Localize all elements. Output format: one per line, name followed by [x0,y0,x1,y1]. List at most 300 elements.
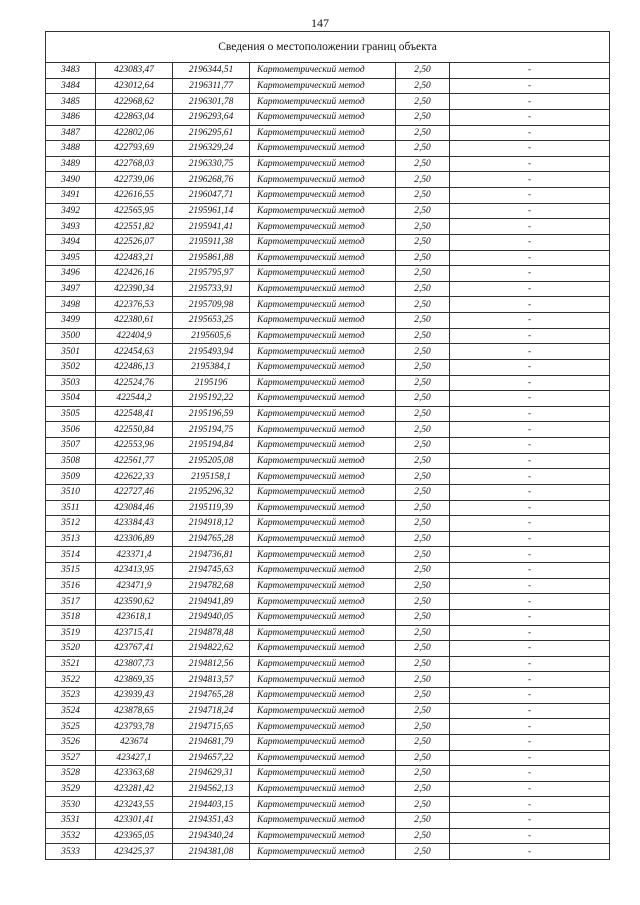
note-cell: - [450,547,610,563]
point-number-cell: 3495 [46,250,96,266]
point-number-cell: 3498 [46,297,96,313]
x-coordinate-cell: 423618,1 [96,609,173,625]
y-coordinate-cell: 2196330,75 [173,156,250,172]
method-cell: Картометрический метод [250,219,396,235]
point-number-cell: 3502 [46,359,96,375]
table-row [46,828,610,844]
y-coordinate-cell: 2196268,76 [173,172,250,188]
note-cell: - [450,156,610,172]
table-row [46,313,610,329]
y-coordinate-cell: 2195493,94 [173,344,250,360]
y-coordinate-cell: 2195196,59 [173,406,250,422]
point-number-cell: 3497 [46,281,96,297]
y-coordinate-cell: 2194765,28 [173,688,250,704]
accuracy-cell: 2,50 [396,625,450,641]
note-cell: - [450,359,610,375]
accuracy-cell: 2,50 [396,688,450,704]
x-coordinate-cell: 422565,95 [96,203,173,219]
method-cell: Картометрический метод [250,438,396,454]
y-coordinate-cell: 2195158,1 [173,469,250,485]
table-row [46,125,610,141]
method-cell: Картометрический метод [250,797,396,813]
y-coordinate-cell: 2194340,24 [173,828,250,844]
accuracy-cell: 2,50 [396,656,450,672]
note-cell: - [450,250,610,266]
note-cell: - [450,703,610,719]
note-cell: - [450,281,610,297]
note-cell: - [450,391,610,407]
method-cell: Картометрический метод [250,531,396,547]
point-number-cell: 3501 [46,344,96,360]
point-number-cell: 3531 [46,813,96,829]
point-number-cell: 3509 [46,469,96,485]
point-number-cell: 3507 [46,438,96,454]
accuracy-cell: 2,50 [396,453,450,469]
table-title-row [46,32,610,63]
point-number-cell: 3494 [46,234,96,250]
x-coordinate-cell: 423413,95 [96,563,173,579]
y-coordinate-cell: 2195709,98 [173,297,250,313]
method-cell: Картометрический метод [250,766,396,782]
accuracy-cell: 2,50 [396,563,450,579]
point-number-cell: 3523 [46,688,96,704]
x-coordinate-cell: 422622,33 [96,469,173,485]
table-row [46,563,610,579]
y-coordinate-cell: 2196329,24 [173,141,250,157]
method-cell: Картометрический метод [250,313,396,329]
accuracy-cell: 2,50 [396,297,450,313]
method-cell: Картометрический метод [250,703,396,719]
x-coordinate-cell: 423281,42 [96,781,173,797]
method-cell: Картометрический метод [250,672,396,688]
note-cell: - [450,141,610,157]
y-coordinate-cell: 2195605,6 [173,328,250,344]
method-cell: Картометрический метод [250,578,396,594]
note-cell: - [450,609,610,625]
accuracy-cell: 2,50 [396,547,450,563]
point-number-cell: 3532 [46,828,96,844]
accuracy-cell: 2,50 [396,719,450,735]
y-coordinate-cell: 2195119,39 [173,500,250,516]
table-row [46,453,610,469]
table-row [46,344,610,360]
point-number-cell: 3484 [46,78,96,94]
table-row [46,719,610,735]
boundary-coordinates-table [45,31,610,860]
note-cell: - [450,828,610,844]
table-row [46,594,610,610]
method-cell: Картометрический метод [250,281,396,297]
x-coordinate-cell: 423363,68 [96,766,173,782]
table-row [46,656,610,672]
x-coordinate-cell: 423425,37 [96,844,173,860]
accuracy-cell: 2,50 [396,609,450,625]
table-row [46,94,610,110]
y-coordinate-cell: 2195653,25 [173,313,250,329]
x-coordinate-cell: 423878,65 [96,703,173,719]
method-cell: Картометрический метод [250,125,396,141]
method-cell: Картометрический метод [250,234,396,250]
x-coordinate-cell: 423083,47 [96,63,173,79]
accuracy-cell: 2,50 [396,469,450,485]
point-number-cell: 3518 [46,609,96,625]
point-number-cell: 3529 [46,781,96,797]
note-cell: - [450,813,610,829]
point-number-cell: 3496 [46,266,96,282]
x-coordinate-cell: 422793,69 [96,141,173,157]
method-cell: Картометрический метод [250,609,396,625]
x-coordinate-cell: 422550,84 [96,422,173,438]
table-row [46,328,610,344]
point-number-cell: 3512 [46,516,96,532]
accuracy-cell: 2,50 [396,141,450,157]
note-cell: - [450,656,610,672]
point-number-cell: 3524 [46,703,96,719]
table-row [46,281,610,297]
table-row [46,250,610,266]
table-row [46,672,610,688]
x-coordinate-cell: 423243,55 [96,797,173,813]
method-cell: Картометрический метод [250,750,396,766]
y-coordinate-cell: 2195192,22 [173,391,250,407]
accuracy-cell: 2,50 [396,219,450,235]
table-row [46,813,610,829]
x-coordinate-cell: 423371,4 [96,547,173,563]
x-coordinate-cell: 422561,77 [96,453,173,469]
table-row [46,578,610,594]
x-coordinate-cell: 422551,82 [96,219,173,235]
method-cell: Картометрический метод [250,375,396,391]
y-coordinate-cell: 2196047,71 [173,188,250,204]
accuracy-cell: 2,50 [396,641,450,657]
point-number-cell: 3527 [46,750,96,766]
point-number-cell: 3533 [46,844,96,860]
method-cell: Картометрический метод [250,594,396,610]
table-row [46,500,610,516]
point-number-cell: 3486 [46,109,96,125]
note-cell: - [450,453,610,469]
method-cell: Картометрический метод [250,625,396,641]
y-coordinate-cell: 2194403,15 [173,797,250,813]
y-coordinate-cell: 2194812,56 [173,656,250,672]
table-row [46,375,610,391]
table-row [46,688,610,704]
x-coordinate-cell: 422727,46 [96,484,173,500]
method-cell: Картометрический метод [250,641,396,657]
x-coordinate-cell: 423084,46 [96,500,173,516]
note-cell: - [450,313,610,329]
accuracy-cell: 2,50 [396,78,450,94]
method-cell: Картометрический метод [250,453,396,469]
y-coordinate-cell: 2196301,78 [173,94,250,110]
note-cell: - [450,625,610,641]
x-coordinate-cell: 423869,35 [96,672,173,688]
method-cell: Картометрический метод [250,406,396,422]
method-cell: Картометрический метод [250,563,396,579]
x-coordinate-cell: 422380,61 [96,313,173,329]
accuracy-cell: 2,50 [396,578,450,594]
point-number-cell: 3511 [46,500,96,516]
accuracy-cell: 2,50 [396,813,450,829]
y-coordinate-cell: 2194940,05 [173,609,250,625]
x-coordinate-cell: 422486,13 [96,359,173,375]
note-cell: - [450,297,610,313]
note-cell: - [450,484,610,500]
table-row [46,234,610,250]
method-cell: Картометрический метод [250,250,396,266]
point-number-cell: 3488 [46,141,96,157]
accuracy-cell: 2,50 [396,484,450,500]
accuracy-cell: 2,50 [396,63,450,79]
note-cell: - [450,531,610,547]
y-coordinate-cell: 2194765,28 [173,531,250,547]
accuracy-cell: 2,50 [396,750,450,766]
x-coordinate-cell: 422616,55 [96,188,173,204]
accuracy-cell: 2,50 [396,672,450,688]
accuracy-cell: 2,50 [396,250,450,266]
point-number-cell: 3513 [46,531,96,547]
point-number-cell: 3515 [46,563,96,579]
point-number-cell: 3510 [46,484,96,500]
point-number-cell: 3522 [46,672,96,688]
point-number-cell: 3528 [46,766,96,782]
note-cell: - [450,719,610,735]
y-coordinate-cell: 2195296,32 [173,484,250,500]
note-cell: - [450,797,610,813]
accuracy-cell: 2,50 [396,766,450,782]
y-coordinate-cell: 2194878,48 [173,625,250,641]
x-coordinate-cell: 422802,06 [96,125,173,141]
y-coordinate-cell: 2194715,65 [173,719,250,735]
point-number-cell: 3525 [46,719,96,735]
point-number-cell: 3516 [46,578,96,594]
x-coordinate-cell: 423306,89 [96,531,173,547]
accuracy-cell: 2,50 [396,188,450,204]
point-number-cell: 3492 [46,203,96,219]
table-row [46,703,610,719]
table-row [46,844,610,860]
x-coordinate-cell: 423674 [96,734,173,750]
y-coordinate-cell: 2194657,22 [173,750,250,766]
x-coordinate-cell: 422739,06 [96,172,173,188]
table-row [46,297,610,313]
table-row [46,359,610,375]
y-coordinate-cell: 2195194,84 [173,438,250,454]
point-number-cell: 3526 [46,734,96,750]
x-coordinate-cell: 422553,96 [96,438,173,454]
method-cell: Картометрический метод [250,297,396,313]
note-cell: - [450,125,610,141]
x-coordinate-cell: 422768,03 [96,156,173,172]
method-cell: Картометрический метод [250,547,396,563]
table-row [46,63,610,79]
method-cell: Картометрический метод [250,188,396,204]
x-coordinate-cell: 423471,9 [96,578,173,594]
table-row [46,516,610,532]
note-cell: - [450,172,610,188]
note-cell: - [450,766,610,782]
x-coordinate-cell: 422544,2 [96,391,173,407]
point-number-cell: 3499 [46,313,96,329]
note-cell: - [450,94,610,110]
method-cell: Картометрический метод [250,391,396,407]
note-cell: - [450,234,610,250]
method-cell: Картометрический метод [250,172,396,188]
y-coordinate-cell: 2196293,64 [173,109,250,125]
method-cell: Картометрический метод [250,266,396,282]
accuracy-cell: 2,50 [396,531,450,547]
method-cell: Картометрический метод [250,734,396,750]
table-row [46,219,610,235]
note-cell: - [450,344,610,360]
accuracy-cell: 2,50 [396,391,450,407]
point-number-cell: 3530 [46,797,96,813]
accuracy-cell: 2,50 [396,156,450,172]
table-row [46,547,610,563]
accuracy-cell: 2,50 [396,203,450,219]
note-cell: - [450,328,610,344]
y-coordinate-cell: 2194918,12 [173,516,250,532]
y-coordinate-cell: 2194782,68 [173,578,250,594]
accuracy-cell: 2,50 [396,344,450,360]
table-row [46,109,610,125]
accuracy-cell: 2,50 [396,422,450,438]
point-number-cell: 3506 [46,422,96,438]
point-number-cell: 3517 [46,594,96,610]
method-cell: Картометрический метод [250,813,396,829]
accuracy-cell: 2,50 [396,125,450,141]
point-number-cell: 3520 [46,641,96,657]
method-cell: Картометрический метод [250,688,396,704]
method-cell: Картометрический метод [250,156,396,172]
point-number-cell: 3489 [46,156,96,172]
point-number-cell: 3493 [46,219,96,235]
accuracy-cell: 2,50 [396,109,450,125]
note-cell: - [450,78,610,94]
y-coordinate-cell: 2196344,51 [173,63,250,79]
accuracy-cell: 2,50 [396,328,450,344]
method-cell: Картометрический метод [250,109,396,125]
note-cell: - [450,844,610,860]
note-cell: - [450,781,610,797]
accuracy-cell: 2,50 [396,406,450,422]
y-coordinate-cell: 2196311,77 [173,78,250,94]
point-number-cell: 3503 [46,375,96,391]
table-row [46,734,610,750]
method-cell: Картометрический метод [250,500,396,516]
point-number-cell: 3487 [46,125,96,141]
table-row [46,797,610,813]
point-number-cell: 3505 [46,406,96,422]
x-coordinate-cell: 422968,62 [96,94,173,110]
method-cell: Картометрический метод [250,656,396,672]
point-number-cell: 3504 [46,391,96,407]
y-coordinate-cell: 2195795,97 [173,266,250,282]
y-coordinate-cell: 2195194,75 [173,422,250,438]
point-number-cell: 3483 [46,63,96,79]
accuracy-cell: 2,50 [396,313,450,329]
y-coordinate-cell: 2195861,88 [173,250,250,266]
page-number: 147 [311,16,329,30]
y-coordinate-cell: 2195941,41 [173,219,250,235]
y-coordinate-cell: 2194381,08 [173,844,250,860]
note-cell: - [450,266,610,282]
table-row [46,781,610,797]
method-cell: Картометрический метод [250,94,396,110]
accuracy-cell: 2,50 [396,234,450,250]
note-cell: - [450,688,610,704]
x-coordinate-cell: 422526,07 [96,234,173,250]
x-coordinate-cell: 422863,04 [96,109,173,125]
table-row [46,609,610,625]
table-row [46,391,610,407]
method-cell: Картометрический метод [250,719,396,735]
x-coordinate-cell: 423012,64 [96,78,173,94]
x-coordinate-cell: 423715,41 [96,625,173,641]
point-number-cell: 3500 [46,328,96,344]
y-coordinate-cell: 2194822,62 [173,641,250,657]
table-row [46,78,610,94]
method-cell: Картометрический метод [250,63,396,79]
y-coordinate-cell: 2194351,43 [173,813,250,829]
method-cell: Картометрический метод [250,516,396,532]
table-row [46,266,610,282]
x-coordinate-cell: 423793,78 [96,719,173,735]
y-coordinate-cell: 2195733,91 [173,281,250,297]
method-cell: Картометрический метод [250,344,396,360]
y-coordinate-cell: 2195384,1 [173,359,250,375]
method-cell: Картометрический метод [250,359,396,375]
x-coordinate-cell: 422376,53 [96,297,173,313]
table-row [46,188,610,204]
y-coordinate-cell: 2194745,63 [173,563,250,579]
note-cell: - [450,516,610,532]
accuracy-cell: 2,50 [396,500,450,516]
point-number-cell: 3490 [46,172,96,188]
method-cell: Картометрический метод [250,484,396,500]
point-number-cell: 3519 [46,625,96,641]
accuracy-cell: 2,50 [396,734,450,750]
note-cell: - [450,563,610,579]
y-coordinate-cell: 2195196 [173,375,250,391]
x-coordinate-cell: 422390,34 [96,281,173,297]
note-cell: - [450,672,610,688]
y-coordinate-cell: 2195961,14 [173,203,250,219]
note-cell: - [450,438,610,454]
point-number-cell: 3485 [46,94,96,110]
y-coordinate-cell: 2194941,89 [173,594,250,610]
note-cell: - [450,750,610,766]
accuracy-cell: 2,50 [396,516,450,532]
accuracy-cell: 2,50 [396,375,450,391]
accuracy-cell: 2,50 [396,703,450,719]
x-coordinate-cell: 423301,41 [96,813,173,829]
x-coordinate-cell: 422404,9 [96,328,173,344]
x-coordinate-cell: 422483,21 [96,250,173,266]
note-cell: - [450,641,610,657]
point-number-cell: 3514 [46,547,96,563]
method-cell: Картометрический метод [250,78,396,94]
method-cell: Картометрический метод [250,828,396,844]
table-row [46,156,610,172]
table-title: Сведения о местоположении границ объекта [46,32,610,63]
note-cell: - [450,109,610,125]
table-row [46,406,610,422]
x-coordinate-cell: 423807,73 [96,656,173,672]
y-coordinate-cell: 2194562,13 [173,781,250,797]
y-coordinate-cell: 2194681,79 [173,734,250,750]
y-coordinate-cell: 2196295,61 [173,125,250,141]
